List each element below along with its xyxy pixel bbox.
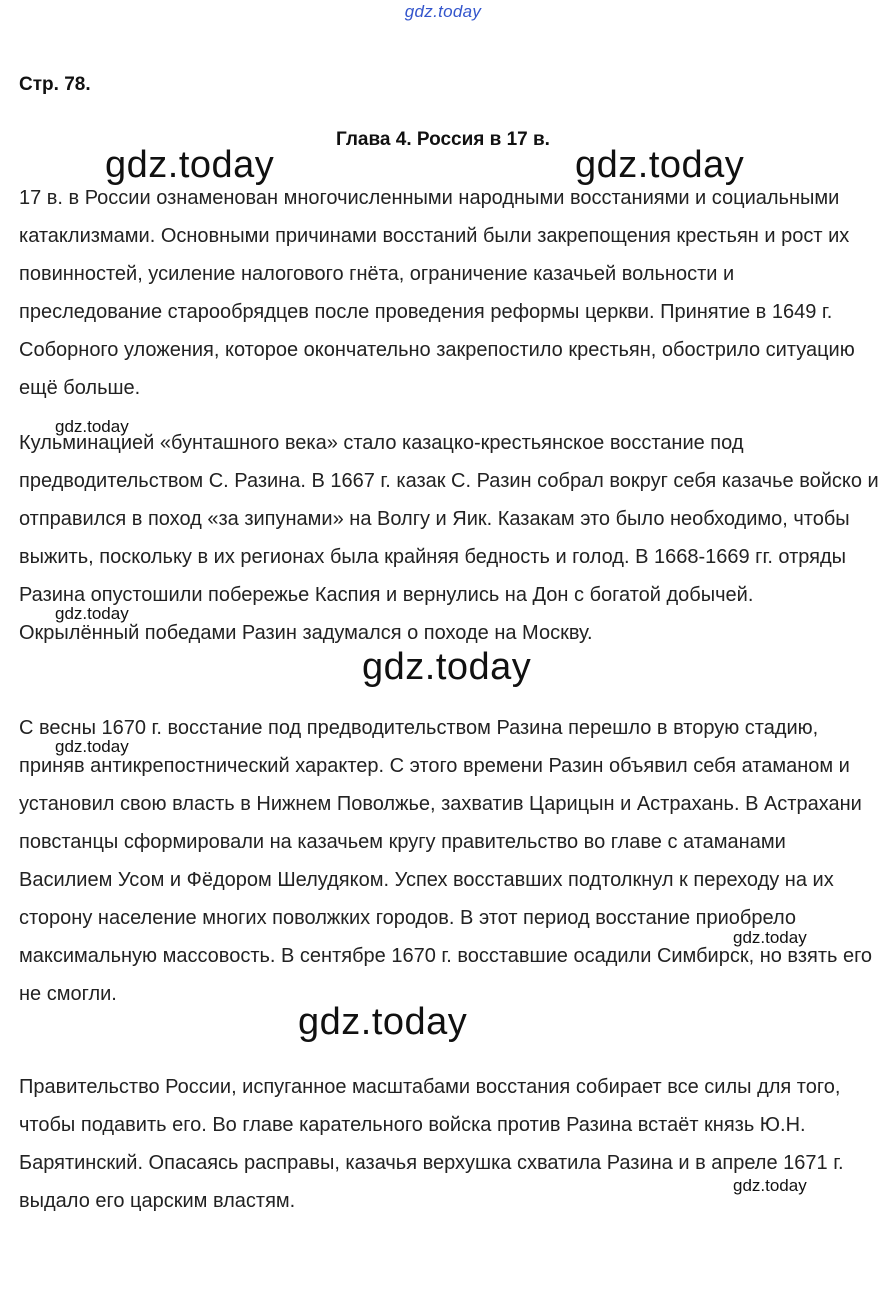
paragraph-2: Кульминацией «бунташного века» стало казацко-крестьянское восстание под предводительством С. Разина. В 1667 г. казак С. Разин собрал вокруг себя казачье войско и отправился в поход «за зипунами» на Волгу и Яик. Казакам это было необходимо, чтобы выжить, поскольку в их регионах была крайняя бедность и голод. В 1668-1669 гг. отряды Разина опустошили побережье Каспия и вернулись на Дон с богатой добычей. Окрылённый победами Разин задумался о походе на Москву. <box>19 432 879 644</box>
chapter-title: Глава 4. Россия в 17 в. <box>336 129 550 150</box>
watermark-large: gdz.today <box>362 646 532 688</box>
watermark-top: gdz.today <box>404 2 482 21</box>
watermark-small: gdz.today <box>733 1176 807 1195</box>
watermark-large: gdz.today <box>575 144 745 186</box>
watermark-small: gdz.today <box>55 604 129 623</box>
watermark-large: gdz.today <box>298 1001 468 1043</box>
watermark-small: gdz.today <box>55 737 129 756</box>
page-number-label: Стр. 78. <box>19 74 91 95</box>
paragraph-3: С весны 1670 г. восстание под предводительством Разина перешло в вторую стадию, приняв антикрепостнический характер. С этого времени Разин объявил себя атаманом и установил свою власть в Нижнем Поволжье, захватив Царицын и Астрахань. В Астрахани повстанцы сформировали на казачьем кругу правительство во главе с атаманами Василием Усом и Фёдором Шелудяком. Успех восставших подтолкнул к переходу на их сторону население многих поволжких городов. В этот период восстание приобрело максимальную массовость. В сентябре 1670 г. восставшие осадили Симбирск, но взять его не смогли. <box>19 717 873 1005</box>
paragraph-4: Правительство России, испуганное масштабами восстания собирает все силы для того, чтобы подавить его. Во главе карательного войска против Разина встаёт князь Ю.Н. Барятинский. Опасаясь расправы, казачья верхушка схватила Разина и в апреле 1671 г. выдало его царским властям. <box>19 1076 844 1212</box>
watermark-small: gdz.today <box>733 928 807 947</box>
paragraph-1: 17 в. в России ознаменован многочисленными народными восстаниями и социальными катаклизмами. Основными причинами восстаний были закрепощения крестьян и рост их повинностей, усиление налогового гнёта, ограничение казачьей вольности и преследование старообрядцев после проведения реформы церкви. Принятие в 1649 г. Соборного уложения, которое окончательно закрепостило крестьян, обострило ситуацию ещё больше. <box>19 187 855 399</box>
watermark-large: gdz.today <box>105 144 275 186</box>
watermark-small: gdz.today <box>55 417 129 436</box>
